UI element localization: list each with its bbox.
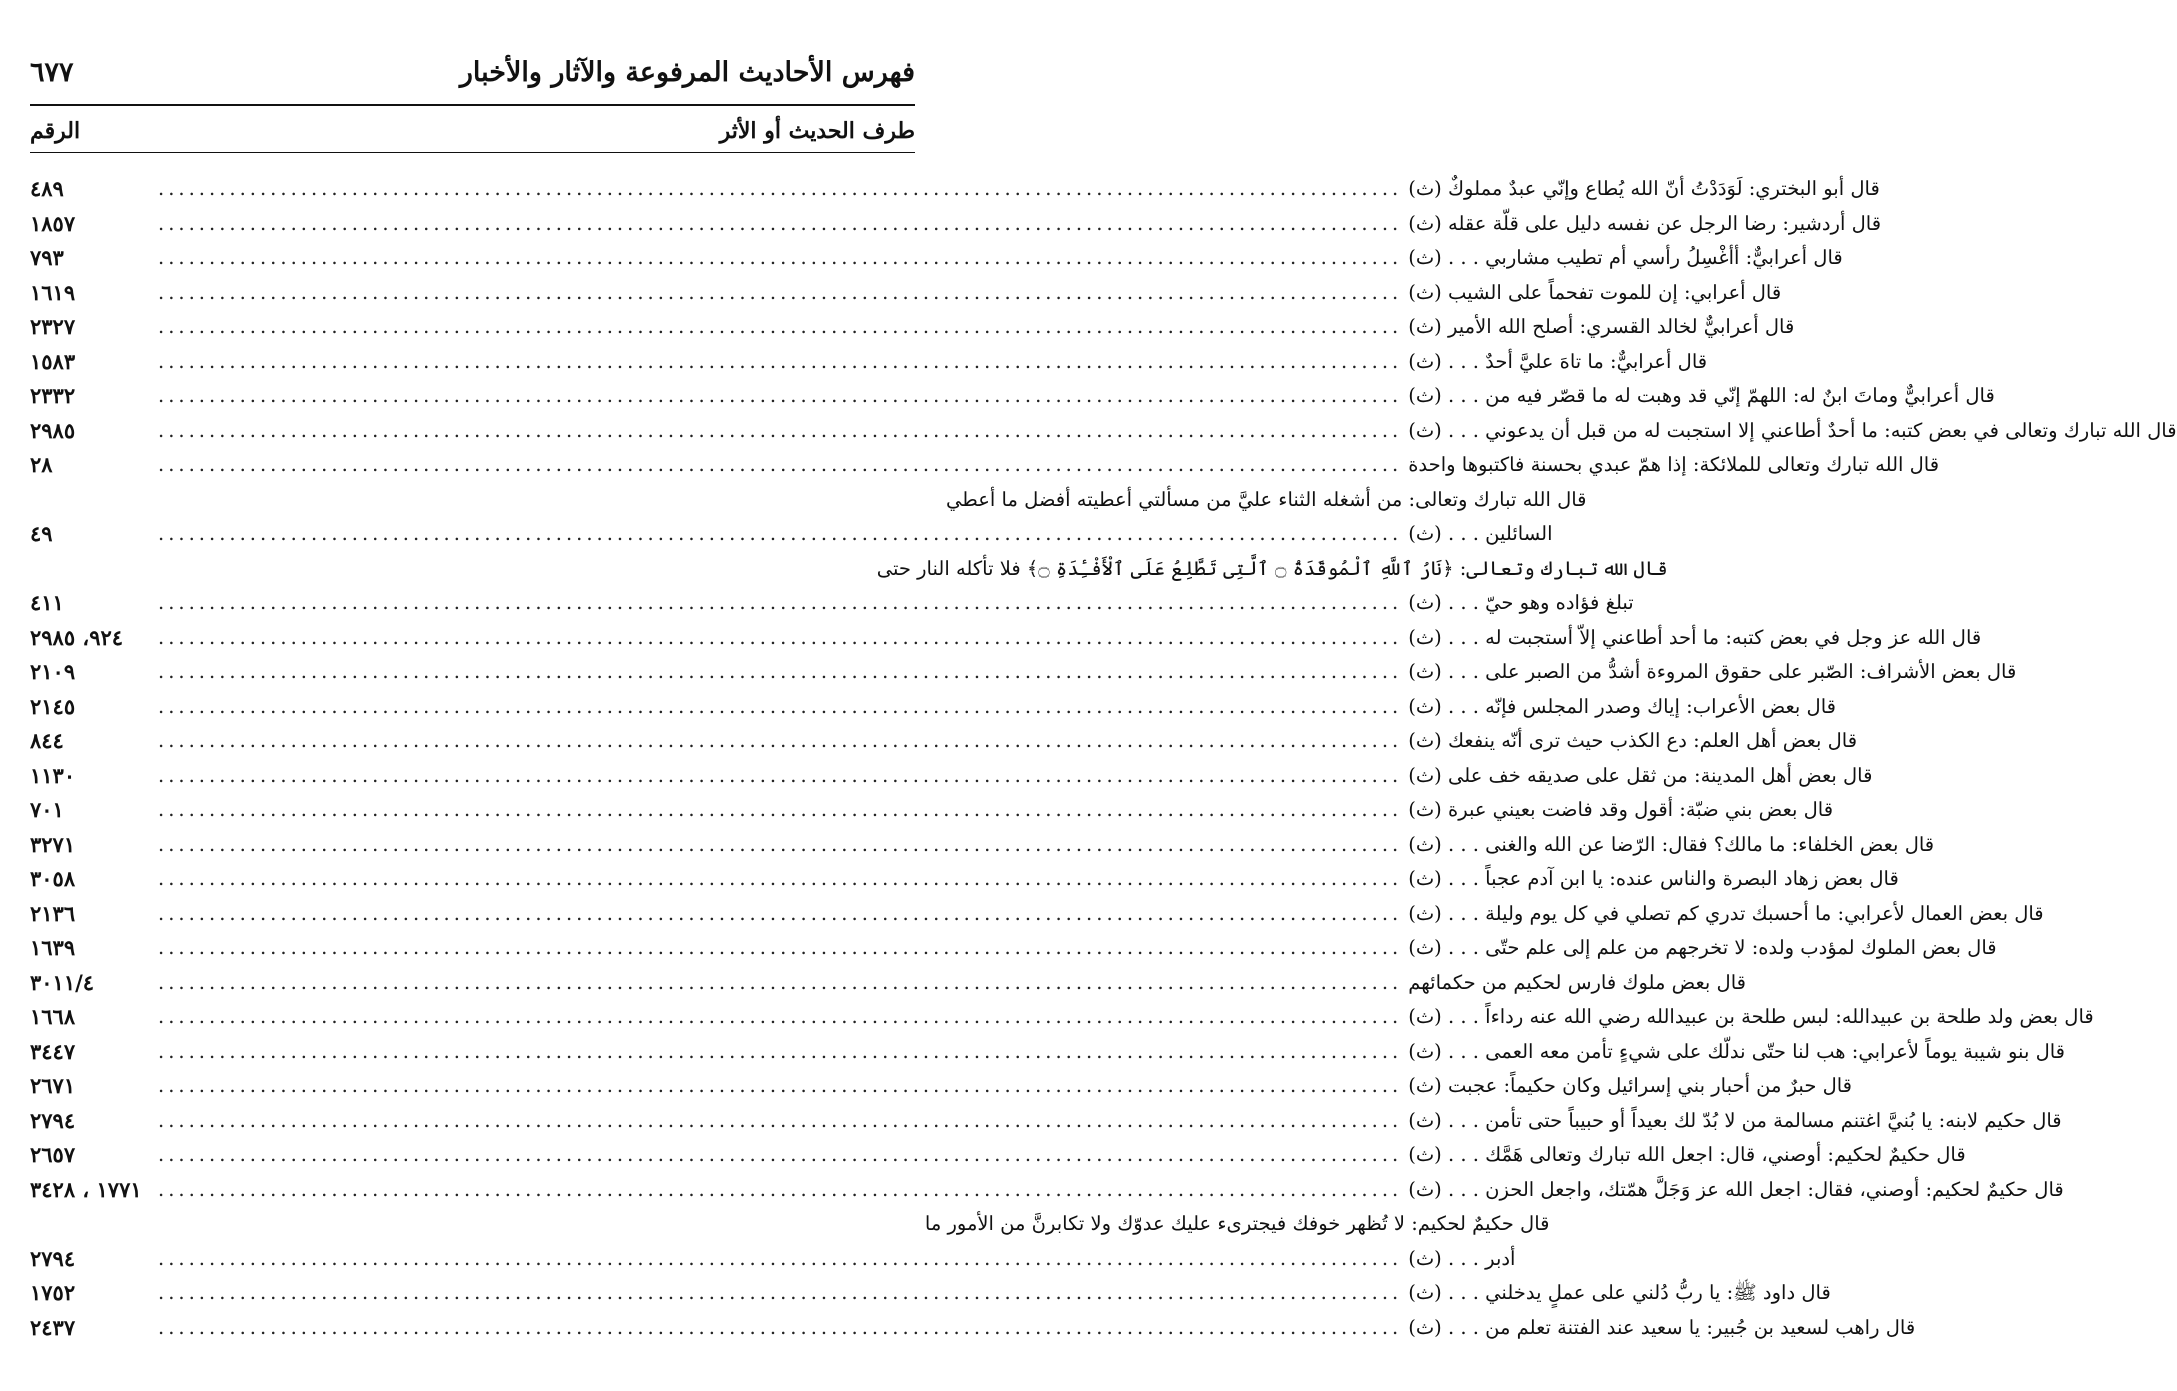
running-title: فهرس الأحاديث المرفوعة والآثار والأخبار	[459, 56, 915, 88]
text-column-heading: طرف الحديث أو الأثر	[719, 118, 915, 144]
entry-text	[152, 207, 1881, 242]
entry-text-line: قال أعرابيٌّ: أأغْسِلُ رأسي أم تطيب مشاربي . . . (ث)	[1408, 246, 1843, 269]
entry-text-line: قال حكيمٌ لحكيم: لا تُظهر خوفك فيجترىء عليك عدوّك ولا تكابرنَّ من الأمور ما	[924, 1212, 1550, 1235]
number-column-heading: الرقم	[30, 118, 81, 144]
entry-text-line: قال حبرٌ من أحبار بني إسرائيل وكان حكيماً: عجبت (ث)	[1408, 1074, 1852, 1097]
dot-leader: ..........................................................................................................................	[158, 763, 1403, 787]
entry-text	[152, 1035, 2065, 1070]
dot-leader: ..........................................................................................................................	[158, 1246, 1403, 1270]
index-entry	[30, 690, 1836, 725]
entry-number: ١٥٨٣	[30, 348, 76, 374]
entry-text-line: قال حكيم لابنه: يا بُنيَّ اغتنم مسالمة من لا بُدّ لك بعيداً أو حبيباً حتى تأمن . . . (ث)	[1408, 1108, 2062, 1132]
dot-leader: ..........................................................................................................................	[158, 177, 1403, 200]
entry-text	[152, 793, 1833, 828]
entry-text-continuation: تبلغ فؤاده وهو حيّ . . . (ث)	[1408, 591, 1634, 614]
entry-text	[152, 483, 1587, 552]
dot-leader: ..........................................................................................................................	[158, 867, 1403, 890]
index-entry	[30, 1311, 1916, 1346]
entry-text-line: قال الله تبارك وتعالى: من أشغله الثناء عليَّ من مسألتي أعطيته أفضل ما أعطي	[946, 487, 1587, 511]
entry-number: ٢٣٣٢	[30, 383, 76, 408]
dot-leader: ..........................................................................................................................	[158, 418, 1403, 442]
entry-number: ٧٩٣	[30, 245, 64, 270]
dot-leader: ..........................................................................................................................	[158, 280, 1403, 304]
entry-text-line: قال بنو شيبة يوماً لأعرابي: هب لنا حتّى ندلّك على شيءٍ تأمن معه العمى . . . (ث)	[1408, 1039, 2066, 1063]
index-entry	[30, 724, 1858, 759]
index-entry	[30, 1207, 1550, 1276]
entry-text	[152, 1000, 2094, 1035]
dot-leader: ..........................................................................................................................	[158, 591, 1403, 614]
entry-text-line: قال أعرابيٌّ وماتَ ابنٌ له: اللهمّ إنّي قد وهبت له ما قصّر فيه من . . . (ث)	[1408, 384, 1995, 407]
dot-leader: ..........................................................................................................................	[158, 625, 1403, 649]
entry-text-line: قال بعض ولد طلحة بن عبيدالله: لبس طلحة بن عبيدالله رضي الله عنه رداءاً . . . (ث)	[1408, 1005, 2094, 1028]
entry-text-line: قال بعض العمال لأعرابي: ما أحسبك تدري كم تصلي في كل يوم وليلة . . . (ث)	[1408, 901, 2044, 925]
entry-text-line: قال أردشير: رضا الرجل عن نفسه دليل على قلّة عقله (ث)	[1408, 211, 1882, 235]
entry-text-line: قال بعض الملوك لمؤدب ولده: لا تخرجهم من علم إلى علم حتّى . . . (ث)	[1408, 936, 1997, 959]
entry-text-line: قال حكيمٌ لحكيم: أوصني، فقال: اجعل الله عز وَجَلَّ همّتك، واجعل الحزن . . . (ث)	[1408, 1177, 2064, 1201]
entry-text	[152, 690, 1836, 725]
entry-number: ٢١٣٦	[30, 900, 76, 926]
entry-text	[152, 897, 2044, 932]
index-entry	[30, 379, 1995, 414]
column-headings	[30, 114, 915, 148]
entry-text-line: قال بعض بني ضبّة: أقول وقد فاضت بعيني عبرة (ث)	[1408, 798, 1834, 821]
entry-number: ٩٢٤، ٢٩٨٥	[30, 624, 124, 650]
entry-text	[152, 828, 1934, 863]
dot-leader: ..........................................................................................................................	[158, 384, 1403, 407]
entry-text-line: قال داود ﷺ: يا ربُّ دُلني على عملٍ يدخلني . . . (ث)	[1408, 1281, 1831, 1304]
running-head	[30, 52, 915, 92]
dot-leader: ..........................................................................................................................	[158, 936, 1403, 959]
entry-text	[152, 379, 1995, 414]
index-entry	[30, 414, 2177, 449]
index-entries	[30, 172, 2177, 1345]
header-rule	[30, 104, 915, 106]
entry-text	[152, 931, 1997, 966]
index-entry	[30, 207, 1882, 242]
index-entry	[30, 759, 1873, 794]
entry-text	[152, 1104, 2062, 1139]
entry-text-line: قال بعض الأشراف: الصّبر على حقوق المروءة أشدُّ من الصبر على . . . (ث)	[1408, 660, 2017, 683]
index-entry	[30, 172, 1880, 207]
entry-number: ٢١٤٥	[30, 693, 76, 719]
entry-text	[152, 310, 1794, 345]
index-entry	[30, 931, 1997, 966]
entry-number: ٢١٠٩	[30, 659, 76, 684]
index-entry	[30, 862, 1899, 897]
entry-text-line: قال بعض الأعراب: إياك وصدر المجلس فإنّه . . . (ث)	[1408, 694, 1836, 718]
entry-text-line: قال الله تبارك وتعالى للملائكة: إذا همّ عبدي بحسنة فاكتبوها واحدة	[1408, 453, 1940, 476]
entry-number: ١٦٦٨	[30, 1004, 76, 1029]
entry-number: ٤١١	[30, 590, 64, 615]
entry-number: ٣٠١١/٤	[30, 969, 95, 995]
index-entry	[30, 345, 1708, 380]
entry-text	[152, 448, 1939, 483]
dot-leader: ..........................................................................................................................	[158, 1315, 1403, 1339]
entry-text-line: قال بعض الخلفاء: ما مالك؟ فقال: الرّضا عن الله والغنى . . . (ث)	[1408, 832, 1935, 856]
entry-text	[152, 966, 1746, 1001]
entry-text-continuation: أدبر . . . (ث)	[1408, 1246, 1516, 1270]
entry-text	[152, 1207, 1549, 1276]
entry-text	[152, 1173, 2064, 1208]
entry-text	[152, 552, 1668, 621]
entry-number: ١٧٧١ ، ٣٤٢٨	[30, 1176, 142, 1202]
dot-leader: ..........................................................................................................................	[158, 660, 1403, 683]
index-entry	[30, 1138, 1966, 1173]
entry-number: ١٦٣٩	[30, 935, 76, 960]
dot-leader: ..........................................................................................................................	[158, 1039, 1403, 1063]
entry-number: ٣٢٧١	[30, 831, 76, 857]
entry-number: ٤٨٩	[30, 176, 64, 201]
entry-text	[152, 276, 1781, 311]
index-entry	[30, 1000, 2094, 1035]
entry-text-line: قال حكيمٌ لحكيم: أوصني، قال: اجعل الله تبارك وتعالى هَمَّك . . . (ث)	[1408, 1143, 1966, 1166]
entry-number: ١٨٥٧	[30, 210, 76, 236]
entry-text	[152, 345, 1707, 380]
index-entry	[30, 1035, 2066, 1070]
entry-text	[152, 172, 1880, 207]
index-entry	[30, 483, 1587, 552]
entry-text	[152, 759, 1872, 794]
dot-leader: ..........................................................................................................................	[158, 729, 1403, 752]
page-number: ٦٧٧	[30, 56, 74, 88]
dot-leader: ..........................................................................................................................	[158, 798, 1403, 821]
index-entry	[30, 828, 1935, 863]
entry-number: ٢٧٩٤	[30, 1245, 76, 1271]
dot-leader: ..........................................................................................................................	[158, 522, 1403, 545]
entry-text	[152, 621, 1981, 656]
entry-number: ٨٤٤	[30, 728, 64, 753]
dot-leader: ..........................................................................................................................	[158, 246, 1403, 269]
entry-number: ٢٣٢٧	[30, 314, 76, 339]
entry-text-line: قال أعرابيٌّ: ما تاهَ عليَّ أحدٌ . . . (ث)	[1408, 349, 1708, 373]
entry-number: ٧٠١	[30, 797, 64, 822]
dot-leader: ..........................................................................................................................	[158, 694, 1403, 718]
entry-number: ٢٤٣٧	[30, 1314, 76, 1340]
entry-number: ٣٠٥٨	[30, 866, 76, 891]
entry-text-line: قال بعض أهل المدينة: من ثقل على صديقه خف على (ث)	[1408, 763, 1873, 787]
entry-text-continuation: السائلين . . . (ث)	[1408, 522, 1553, 545]
index-entry	[30, 793, 1834, 828]
entry-text-line: قال بعض ملوك فارس لحكيم من حكمائهم	[1408, 970, 1746, 994]
dot-leader: ..........................................................................................................................	[158, 1108, 1403, 1132]
entry-number: ١١٣٠	[30, 762, 76, 788]
entry-text	[152, 724, 1857, 759]
dot-leader: ..........................................................................................................................	[158, 1074, 1403, 1097]
dot-leader: ..........................................................................................................................	[158, 211, 1403, 235]
dot-leader: ..........................................................................................................................	[158, 453, 1403, 476]
dot-leader: ..........................................................................................................................	[158, 1005, 1403, 1028]
entry-text-line: قال أبو البختري: لَوَدَدْتُ أنّ الله يُطاع وإنّي عبدٌ مملوكٌ (ث)	[1408, 177, 1880, 200]
entry-text	[152, 241, 1843, 276]
entry-text-line: قال أعرابيٌّ لخالد القسري: أصلح الله الأمير (ث)	[1408, 315, 1795, 338]
dot-leader: ..........................................................................................................................	[158, 1143, 1403, 1166]
entry-number: ٢٧٩٤	[30, 1107, 76, 1133]
dot-leader: ..........................................................................................................................	[158, 832, 1403, 856]
dot-leader: ..........................................................................................................................	[158, 970, 1403, 994]
index-entry	[30, 310, 1795, 345]
entry-text	[152, 655, 2016, 690]
dot-leader: ..........................................................................................................................	[158, 901, 1403, 925]
column-rule	[30, 152, 915, 153]
entry-number: ٢٦٧١	[30, 1073, 76, 1098]
entry-text-line: قال راهب لسعيد بن جُبير: يا سعيد عند الفتنة تعلم من . . . (ث)	[1408, 1315, 1916, 1339]
index-entry	[30, 241, 1843, 276]
entry-number: ٢٦٥٧	[30, 1142, 76, 1167]
entry-text	[152, 1138, 1966, 1173]
entry-number: ١٧٥٢	[30, 1280, 76, 1305]
index-entry	[30, 655, 2017, 690]
index-entry	[30, 552, 1668, 621]
entry-number: ١٦١٩	[30, 279, 76, 305]
index-entry	[30, 1104, 2062, 1139]
entry-number: ٢٩٨٥	[30, 417, 76, 443]
index-entry	[30, 1069, 1852, 1104]
entry-text-line: قال الله عز وجل في بعض كتبه: ما أحد أطاعني إلاّ أستجبت له . . . (ث)	[1408, 625, 1982, 649]
index-entry	[30, 1173, 2064, 1208]
index-entry	[30, 448, 1940, 483]
entry-text	[152, 862, 1899, 897]
entry-number: ٣٤٤٧	[30, 1038, 76, 1064]
entry-text-line: قال أعرابي: إن للموت تفحماً على الشيب (ث)	[1408, 280, 1782, 304]
index-entry	[30, 1276, 1831, 1311]
entry-text	[152, 1069, 1852, 1104]
entry-text-line: قال الله تبارك وتعالى في بعض كتبه: ما أحدٌ أطاعني إلا استجبت له من قبل أن يدعوني . . . (ث)	[1408, 418, 2177, 442]
index-entry	[30, 966, 1746, 1001]
entry-text	[152, 1276, 1831, 1311]
dot-leader: ..........................................................................................................................	[158, 349, 1403, 373]
index-entry	[30, 276, 1782, 311]
dot-leader: ..........................................................................................................................	[158, 1281, 1403, 1304]
entry-text-line: قال بعض زهاد البصرة والناس عنده: يا ابن آدم عجباً . . . (ث)	[1408, 867, 1899, 890]
entry-text	[152, 1311, 1915, 1346]
entry-number: ٤٩	[30, 521, 53, 546]
index-entry	[30, 897, 2044, 932]
index-entry	[30, 621, 1982, 656]
dot-leader: ..........................................................................................................................	[158, 315, 1403, 338]
dot-leader: ..........................................................................................................................	[158, 1177, 1403, 1201]
entry-text-line: قال بعض أهل العلم: دع الكذب حيث ترى أنّه ينفعك (ث)	[1408, 729, 1858, 752]
entry-text	[152, 414, 2177, 449]
entry-number: ٢٨	[30, 452, 53, 477]
entry-text-line: قال الله تبارك وتعالى: ﴿نَارُ ٱللَّهِ ٱلْمُوقَدَةُ ۝ ٱلَّتِى تَطَّلِعُ عَلَى ٱلْأَفْـِٔدَةِ ۝﴾ فلا تأكله النار حتى	[876, 556, 1668, 580]
